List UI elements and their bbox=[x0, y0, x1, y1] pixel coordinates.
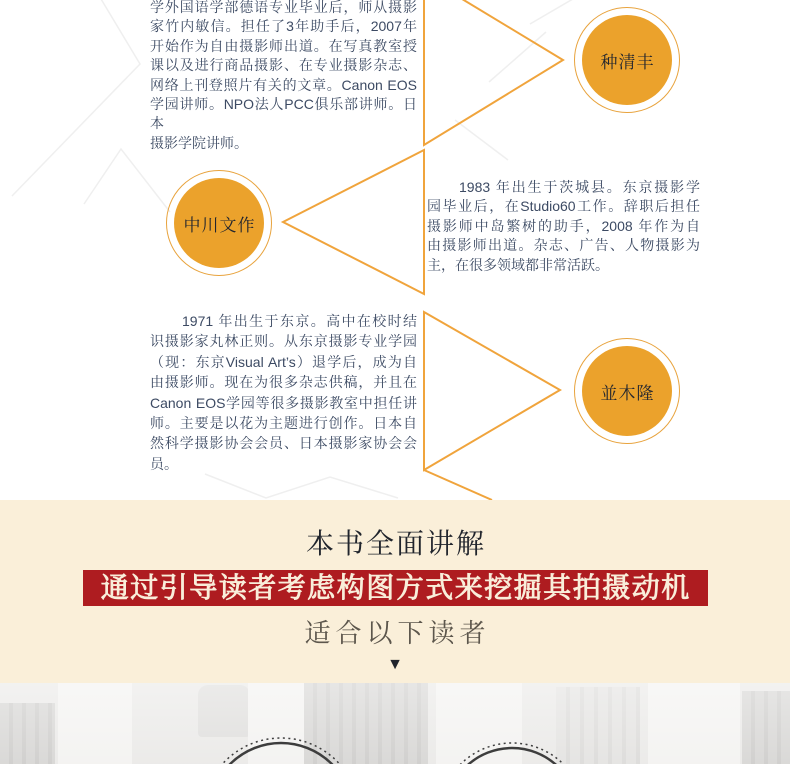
bio-line: 开始作为自由摄影师出道。在写真教室授 bbox=[150, 37, 417, 54]
bio-line: 课以及进行商品摄影、在专业摄影杂志、 bbox=[150, 57, 417, 74]
bio-line: 识摄影家丸林正则。从东京摄影专业学园 bbox=[150, 333, 417, 350]
bio-line: 园毕业后，在Studio60工作。辞职后担任 bbox=[427, 198, 700, 215]
author-bio-2 bbox=[427, 178, 700, 275]
pointer-triangle-1 bbox=[424, 0, 563, 145]
bio-line: 摄影学院讲师。 bbox=[150, 134, 248, 151]
bio-line: 师。主要是以花为主题进行创作。日本自 bbox=[150, 415, 417, 432]
author-name-1: 种清丰 bbox=[600, 52, 655, 72]
focus-circles-overlay bbox=[0, 683, 790, 764]
focus-circle-2-dotted bbox=[439, 743, 585, 764]
building-photo-section bbox=[0, 683, 790, 764]
bio-line: 由摄影师出道。杂志、广告、人物摄影为 bbox=[427, 237, 700, 254]
bio-line: 1971 年出生于东京。高中在校时结 bbox=[182, 313, 417, 329]
pointer-tail-line bbox=[424, 470, 492, 500]
focus-circle-2 bbox=[446, 748, 578, 764]
focus-circle-1 bbox=[209, 743, 353, 764]
bio-line: 网络上刊登照片有关的文章。Canon EOS bbox=[150, 76, 417, 93]
author-circle-2 bbox=[174, 178, 264, 268]
author-name-2: 中川文作 bbox=[183, 215, 256, 235]
bio-line: 学外国语学部德语专业毕业后，师从摄影 bbox=[150, 0, 417, 15]
pointer-triangle-3 bbox=[424, 312, 560, 470]
bio-line: 家竹内敏信。担任了3年助手后，2007年 bbox=[150, 18, 417, 35]
promo-section bbox=[0, 500, 790, 683]
bio-line: 主，在很多领域都非常活跃。 bbox=[427, 256, 609, 273]
bio-line: Canon EOS学园等很多摄影教室中担任讲 bbox=[150, 394, 417, 411]
promo-heading: 本书全面讲解 bbox=[305, 528, 486, 559]
author-bio-1 bbox=[150, 0, 417, 153]
bio-line: （现：东京Visual Art’s）退学后，成为自 bbox=[150, 353, 417, 370]
bio-line: 1983 年出生于茨城县。东京摄影学 bbox=[459, 179, 700, 195]
author-circle-1 bbox=[582, 15, 672, 105]
bio-line: 员。 bbox=[150, 455, 178, 472]
pointer-triangle-2 bbox=[283, 150, 424, 294]
promo-highlight-bar: 通过引导读者考虑构图方式来挖掘其拍摄动机 bbox=[83, 570, 708, 606]
promo-subheading: 适合以下读者 bbox=[304, 618, 491, 648]
bio-line: 由摄影师。现在为很多杂志供稿，并且在 bbox=[150, 374, 417, 391]
bio-line: 摄影师中岛繁树的助手，2008 年作为自 bbox=[427, 217, 700, 234]
down-arrow-icon: ▼ bbox=[387, 656, 403, 673]
author-name-3: 並木隆 bbox=[600, 383, 655, 403]
author-bio-3 bbox=[150, 311, 417, 474]
bio-line: 然科学摄影协会会员、日本摄影家协会会 bbox=[150, 435, 417, 452]
bio-line: 学园讲师。NPO法人PCC俱乐部讲师。日本 bbox=[150, 96, 417, 132]
author-circle-3 bbox=[582, 346, 672, 436]
